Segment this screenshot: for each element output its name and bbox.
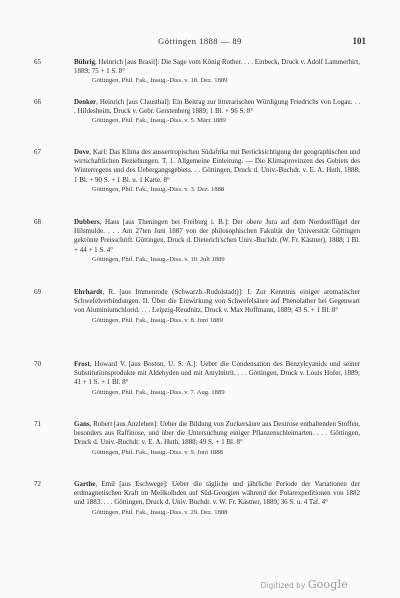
entry-publication: Göttingen, Phil. Fak., Inaug.-Diss. v. 5. März 1889 <box>92 117 226 125</box>
entry-number: 66 <box>34 98 41 106</box>
entry-publication: Göttingen, Phil. Fak., Inaug.-Diss. v. 3. Dez. 1888 <box>92 185 225 193</box>
page-header <box>0 36 400 50</box>
author-name: Denker <box>74 98 97 106</box>
entry-67 <box>34 148 360 194</box>
entry-text <box>74 360 360 388</box>
entry-66 <box>34 98 360 125</box>
entry-number: 70 <box>34 360 41 368</box>
entry-description: , Emil [aus Eschwege]: Ueber die tägliche und jährliche Periode der Variationen der erdmagnetischen Kraft im Meilkolhden auf Süd-Georgien während der Polarexpeditionen von 1882 und 1883. . . . Göttingen, Druck d. Univ. Buchdr. v. W. Fr. Kästner, 1889; 36 S. u. 4 Taf. 4° <box>74 480 360 507</box>
entry-number: 67 <box>34 148 41 156</box>
entry-number: 68 <box>34 218 41 226</box>
entry-text <box>74 420 360 448</box>
entry-number: 72 <box>34 480 41 488</box>
entry-text <box>74 218 360 255</box>
entry-description: , R. [aus Immenrode (Schwarzb.-Rudolstadt)]: I. Zur Kenntnis einiger aromatischer Schwefelverbindungen. II. Über die Einwirkung von Schwefelsäure auf Phenolather bei Gegenwart von Aluminiumchlorid. . . . Leipzig-Reudnitz, Druck v. Max Hoffmann, 1889; 43 S. + 1 Bl. 8° <box>74 288 360 315</box>
entry-text <box>74 98 360 116</box>
author-name: Dove <box>74 148 90 156</box>
entry-publication: Göttingen, Phil. Fak., Inaug.-Diss. v. 7. Aug. 1889 <box>92 388 225 396</box>
entry-description: , Karl: Das Klima des aussertropischen Südafrika mit Berücksichtigung der geographischen und wirtschaftlichen Beziehungen. T. 1. Allgemeine Einleitung. — Die Klimaprovinzen des Gebiets des Winterregens und des Uebergangsgebiets. . . Göttingen, Druck d. Univ.-Buchdr. v. E. A. Huth, 1888; 1 Bl. + 90 S. + 1 Bl. u. 1 Karte. 8° <box>74 148 360 184</box>
author-name: Ehrhardt <box>74 288 103 296</box>
google-logo: Google <box>307 578 348 591</box>
author-name: Garthe <box>74 480 96 488</box>
author-name: Dubbers <box>74 218 100 226</box>
running-title: Göttingen 1888 — 89 <box>158 36 242 46</box>
entry-publication: Göttingen, Phil. Fak., Inaug.-Diss. v. 9. Juni 1888 <box>92 448 223 456</box>
author-name: Frost <box>74 360 90 368</box>
digitized-by-text: Digitized by <box>260 581 306 590</box>
entry-description: , Hans [aus Theningen bei Freiburg i. B.]: Der obere Jura auf dem Nordostflügel der Hilsmulde. . . . Am 27ten Juni 1887 von der philosophischen Fakultät der Universität Göttingen gekrönte Preisschrift. Göttingen, Druck d. Dieterich'schen Univ.-Buchdr. (W. Fr. Kästner), 1888; 1 Bl. + 44 + 1 S. 4° <box>74 218 360 254</box>
entry-text <box>74 288 360 316</box>
entry-description: , Heinrich [aus Clausthal]: Ein Beitrag zur litterarischen Würdigung Friedrichs von Logau. . . . Hildesheim, Druck v. Gebr. Gerstenberg 1889; 1 Bl. + 96 S. 8° <box>74 98 360 116</box>
entry-description: , Heinrich [aus Brasil]: Die Sage vom König Rother. . . . Einbeck, Druck v. Adolf Lammerhirt, 1889; 75 + 1 S. 8° <box>74 58 360 76</box>
entry-71 <box>34 420 360 457</box>
entry-69 <box>34 288 360 325</box>
entry-70 <box>34 360 360 397</box>
entry-publication: Göttingen, Phil. Fak., Inaug.-Diss. v. 10. Juli 1889 <box>92 255 225 263</box>
entry-number: 65 <box>34 58 41 66</box>
entry-number: 69 <box>34 288 41 296</box>
digitized-by-watermark <box>261 578 348 591</box>
entry-publication: Göttingen, Phil. Fak., Inaug.-Diss. v. 8. Juni 1889 <box>92 316 223 324</box>
author-name: Bührig <box>74 58 96 66</box>
entry-number: 71 <box>34 420 41 428</box>
entry-description: , Robert [aus Anzleben]: Ueber die Bildung von Zuckersäure aus Dextrose enthaltenden Stoffen, besonders aus Raffinose, und über die Untersuchung einiger Pflanzenschleimarten. . . . Göttingen, Druck d. Univ.-Buchdr. v. E. A. Huth, 1888; 49 S. + 1 Bl. 8° <box>74 420 360 447</box>
entry-text <box>74 58 360 76</box>
entry-text <box>74 480 360 508</box>
page-number: 101 <box>352 36 366 46</box>
entry-description: , Howard V. [aus Boston, U. S. A.]: Ueber die Condensation des Benzylcyanids und seiner Substitutionsprodukte mit Aldehyden und mit Amylnitrit. . . . Göttingen, Druck v. Louis Hofer, 1889; 41 + 1 S. + 1 Bl. 8° <box>74 360 360 387</box>
entry-publication: Göttingen, Phil. Fak., Inaug.-Diss. v. 18. Dez. 1889 <box>92 77 228 85</box>
entry-publication: Göttingen, Phil. Fak., Inaug.-Diss. v. 29. Dez. 1888 <box>92 508 228 516</box>
entry-text <box>74 148 360 185</box>
author-name: Gans <box>74 420 90 428</box>
entry-72 <box>34 480 360 517</box>
entry-65 <box>34 58 360 85</box>
entry-68 <box>34 218 360 264</box>
